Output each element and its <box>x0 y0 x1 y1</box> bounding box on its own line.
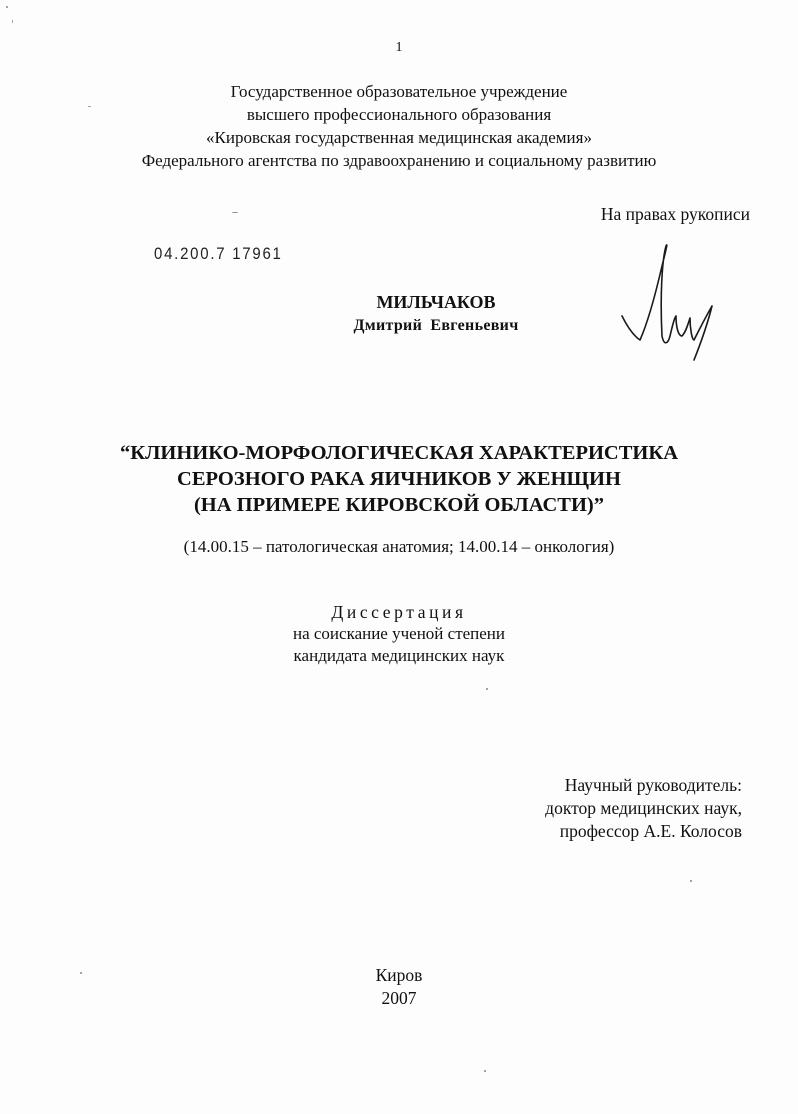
scan-speck <box>88 106 91 107</box>
degree-description <box>0 623 798 667</box>
title-line: СЕРОЗНОГО РАКА ЯИЧНИКОВ У ЖЕНЩИН <box>177 468 621 490</box>
specialty-codes: (14.00.15 – патологическая анатомия; 14.00.14 – онкология) <box>183 537 615 556</box>
scan-speck <box>486 688 488 690</box>
title-line: “КЛИНИКО-МОРФОЛОГИЧЕСКАЯ ХАРАКТЕРИСТИКА <box>119 442 678 464</box>
signature-mark <box>604 236 724 376</box>
city: Киров <box>375 965 423 985</box>
institution-header <box>0 80 798 172</box>
degree-line: кандидата медицинских наук <box>293 646 505 665</box>
scan-speck <box>690 880 692 882</box>
scan-speck <box>484 1070 486 1072</box>
institution-line: «Кировская государственная медицинская академия» <box>206 128 592 147</box>
supervisor-line: доктор медицинских наук, <box>545 798 742 818</box>
scan-speck <box>232 212 238 213</box>
author-given-names: Дмитрий Евгеньевич <box>353 317 519 334</box>
year: 2007 <box>381 988 417 1008</box>
institution-line: высшего профессионального образования <box>246 105 552 124</box>
dissertation-title <box>0 440 798 518</box>
institution-line: Государственное образовательное учреждение <box>230 82 568 101</box>
work-type: Диссертация <box>331 602 467 622</box>
institution-line: Федерального агентства по здравоохранению и социальному развитию <box>141 151 657 170</box>
manuscript-rights-note: На правах рукописи <box>600 204 750 224</box>
supervisor-block <box>545 774 742 843</box>
author-surname: МИЛЬЧАКОВ <box>376 292 496 312</box>
title-line: (НА ПРИМЕРЕ КИРОВСКОЙ ОБЛАСТИ)” <box>193 494 604 516</box>
scan-speck <box>12 20 13 23</box>
library-stamp-number: 04.200.7 17961 <box>154 244 283 263</box>
scan-speck <box>80 972 82 974</box>
page-number: 1 <box>395 40 403 55</box>
degree-line: на соискание ученой степени <box>292 624 506 643</box>
supervisor-line: профессор А.Е. Колосов <box>559 821 742 841</box>
supervisor-line: Научный руководитель: <box>564 775 742 795</box>
scan-speck <box>6 6 8 8</box>
